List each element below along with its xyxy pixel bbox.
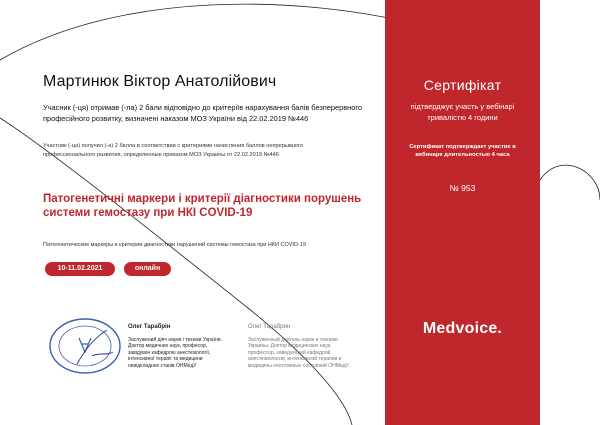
- signatory-ru: [248, 324, 358, 369]
- signatory-title: Заслужений діяч науки і техніки України. Доктор медичних наук, професор, завідувач кафедрою анестезіології, інтенсивної терапії та медицини невідкладних станів ОНМедУ: [128, 336, 222, 369]
- certificate-panel: [385, 0, 540, 425]
- official-stamp: [47, 316, 123, 376]
- signatory-uk: [128, 324, 228, 369]
- certificate-confirmation-uk: підтверджує участь у вебінарі тривалістю 4 години: [410, 102, 515, 122]
- certificate-confirmation-ru: Сертификат подтверждает участие в вебинаре длительностью 4 часа: [409, 144, 516, 158]
- event-date-badge: 10-11.02.2021: [45, 262, 115, 276]
- signatory-name: Олег Тарабрин: [248, 324, 291, 330]
- event-format-badge: онлайн: [124, 262, 171, 276]
- event-title: Патогенетичні маркери і критерії діагностики порушень системи гемостазу при НКІ COVID-19: [43, 193, 362, 219]
- medvoice-logo: Medvoice.: [422, 320, 503, 337]
- signatory-title: Заслуженный деятель науки и техники Украины. Доктор медицинских наук, профессор, заведующий кафедрой анестезиологии, интенсивной терапии и медицины неотложных состояний ОНМедУ: [248, 336, 349, 369]
- signatory-name: Олег Тарабрін: [128, 324, 171, 330]
- recipient-name: Мартинюк Віктор Анатолійович: [43, 73, 277, 90]
- points-statement-ru: Участник (-ца) получил (-а) 2 балла в соответствии с критериями начисления баллов непрерывного профессионального развития, определенные приказом МОЗ Украины от 22.02.2019 №446: [43, 143, 304, 158]
- points-statement-uk: Учасник (-ця) отримав (-ла) 2 бали відповідно до критеріїв нарахування балів безперервного професійного розвитку, визначені наказом МОЗ України від 22.02.2019 №446: [43, 103, 362, 123]
- event-title-ru: Патогенетические маркеры и критерии диагностики нарушений системы гемостаза при НКИ COVID-19: [43, 242, 306, 248]
- certificate-number: № 953: [449, 183, 476, 193]
- certificate-title: Сертифікат: [423, 77, 502, 93]
